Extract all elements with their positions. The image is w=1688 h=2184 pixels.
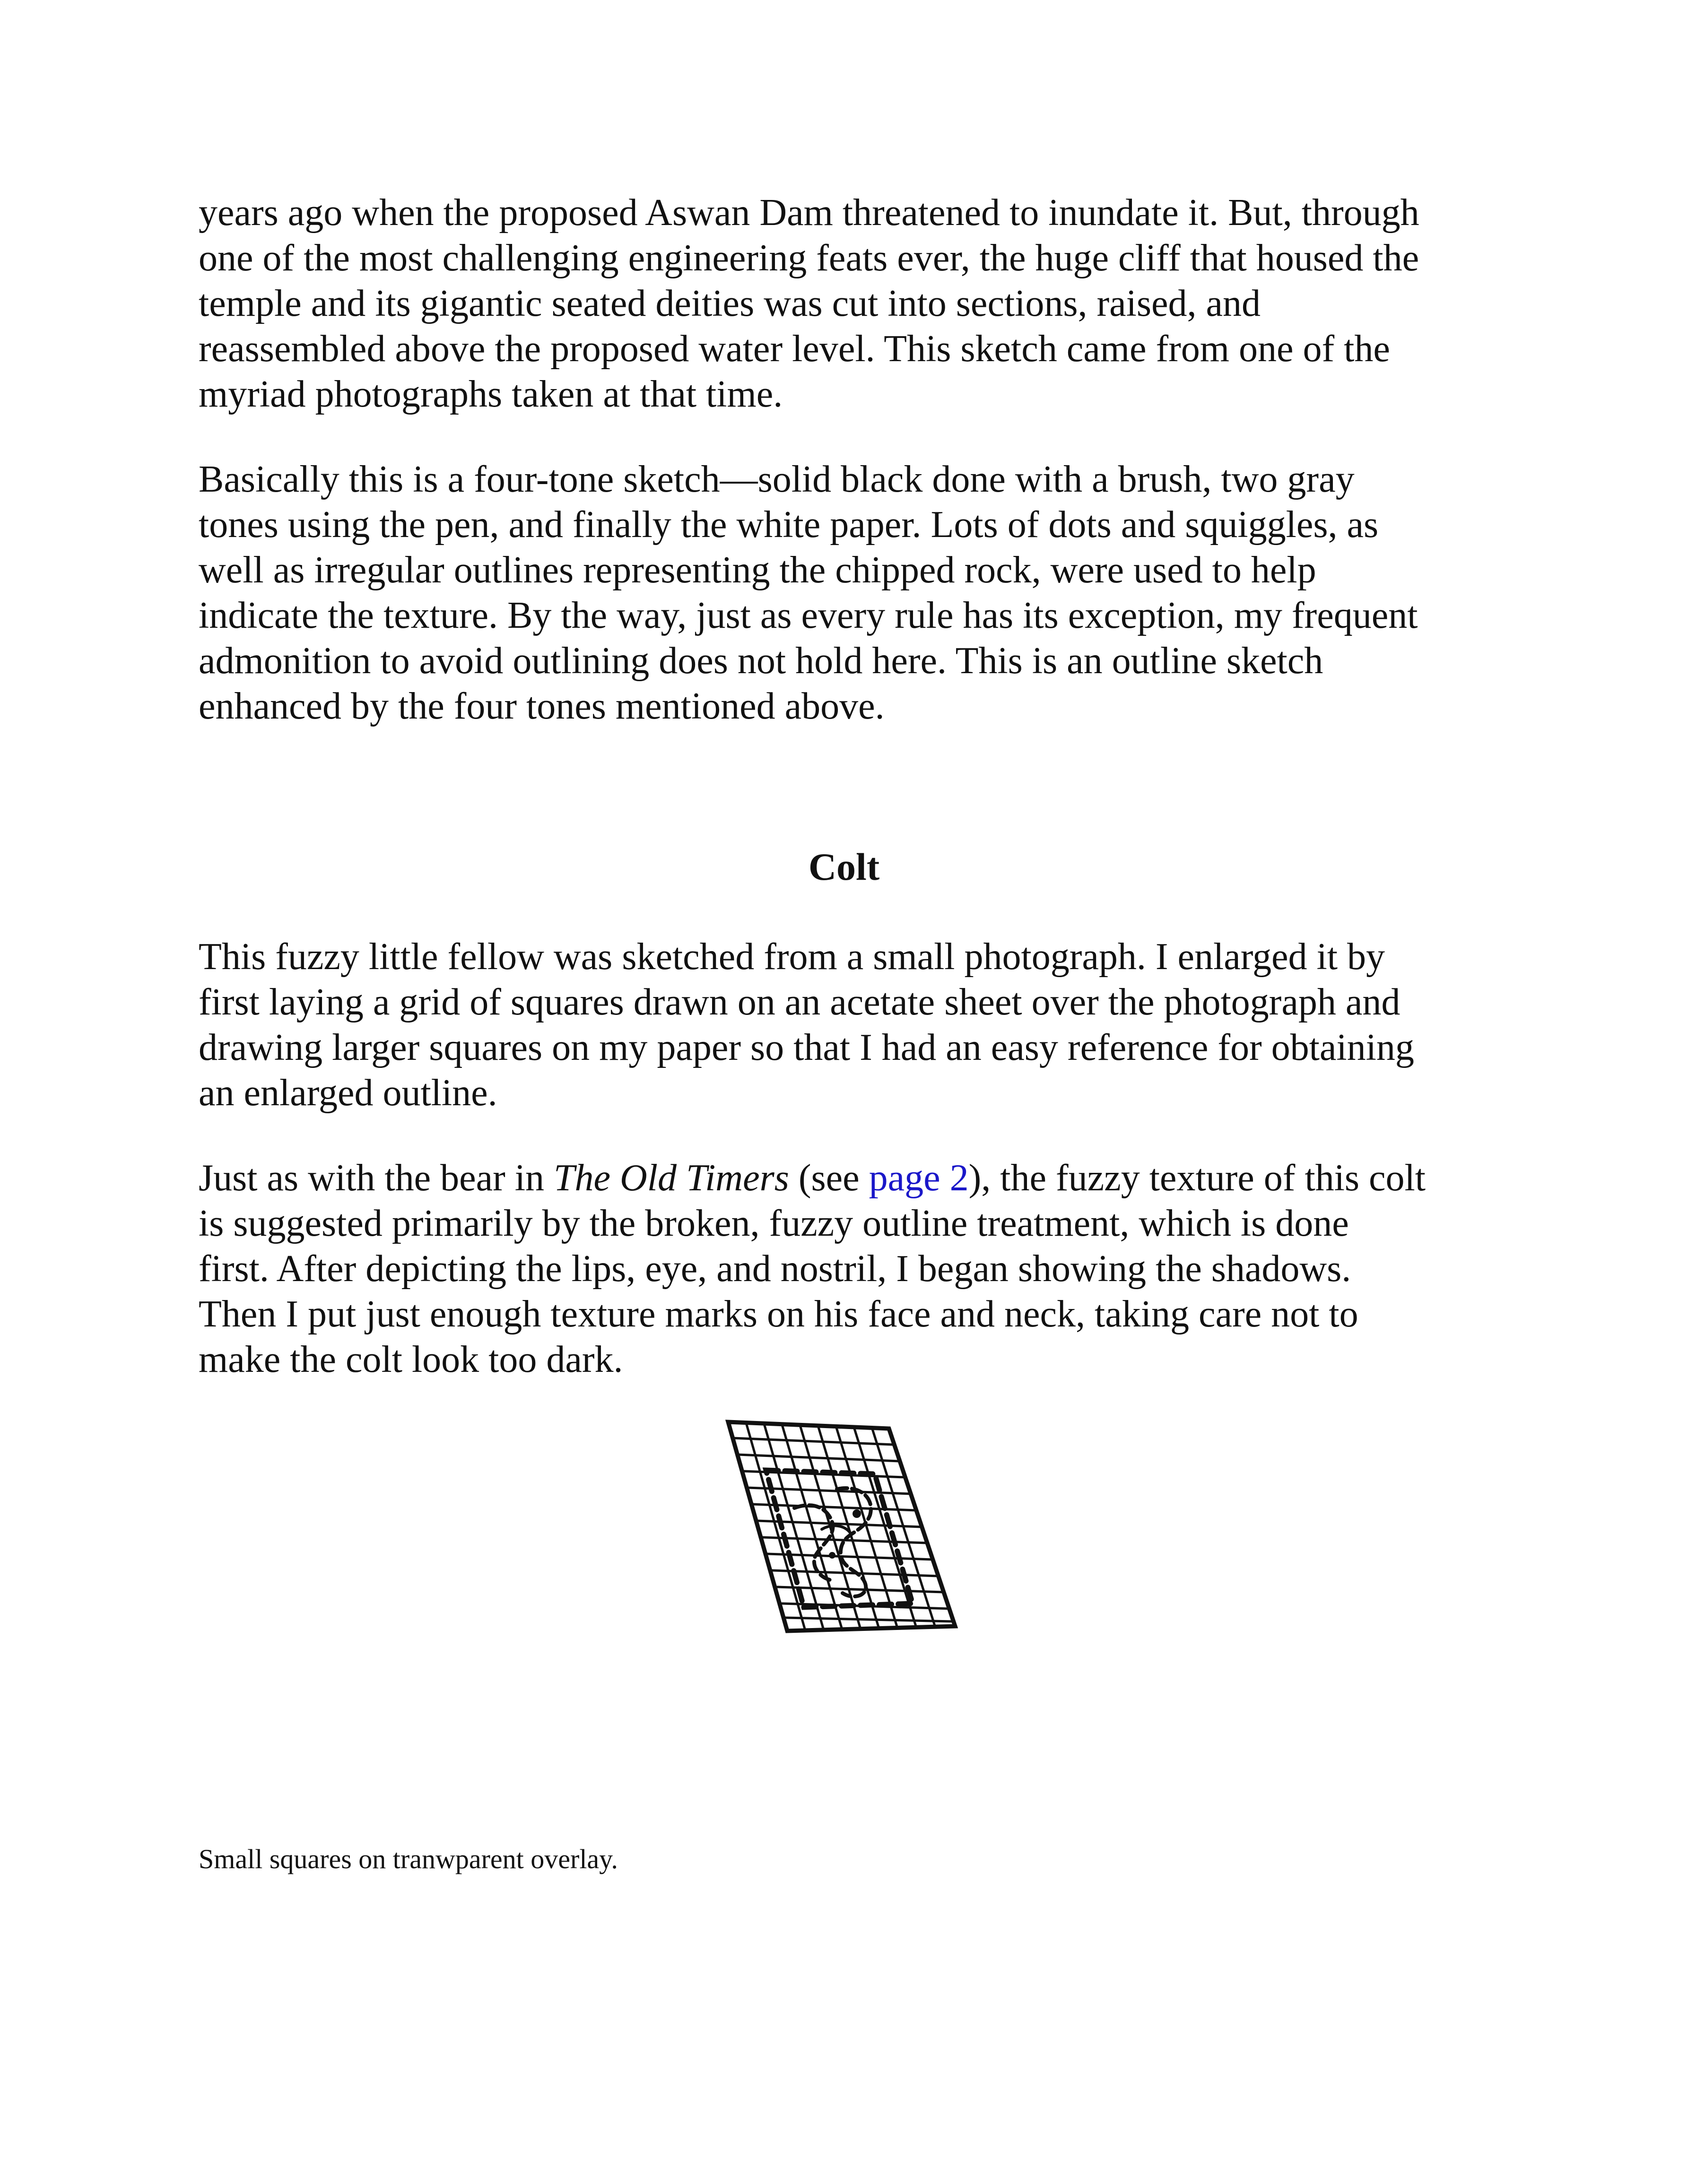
book-title-italic: The Old Timers: [553, 1157, 789, 1199]
page-2-link[interactable]: page 2: [869, 1157, 969, 1199]
text-line: Then I put just enough texture marks on his face and neck, taking care not to: [199, 1293, 1358, 1335]
text-line: make the colt look too dark.: [199, 1339, 623, 1380]
text-fragment: (see: [789, 1157, 869, 1199]
text-line: one of the most challenging engineering feats ever, the huge cliff that housed the: [199, 237, 1419, 279]
text-line: years ago when the proposed Aswan Dam threatened to inundate it. But, through: [199, 192, 1419, 234]
text-line: myriad photographs taken at that time.: [199, 373, 783, 415]
text-line: enhanced by the four tones mentioned above.: [199, 685, 885, 727]
text-line: reassembled above the proposed water level. This sketch came from one of the: [199, 328, 1390, 370]
text-line: indicate the texture. By the way, just as every rule has its exception, my frequent: [199, 595, 1418, 636]
text-line: first. After depicting the lips, eye, and nostril, I began showing the shadows.: [199, 1248, 1351, 1290]
text-fragment: Just as with the bear in: [199, 1157, 554, 1199]
text-line: an enlarged outline.: [199, 1072, 497, 1114]
paragraph-colt-intro: [199, 934, 1504, 1116]
section-heading-colt: Colt: [808, 845, 880, 888]
grid-overlay-sketch-icon: [719, 1413, 965, 1636]
text-line: This fuzzy little fellow was sketched from a small photograph. I enlarged it by: [199, 936, 1385, 978]
text-line: well as irregular outlines representing the chipped rock, were used to help: [199, 549, 1316, 591]
paragraph-aswan-dam: [199, 190, 1504, 417]
text-line: tones using the pen, and finally the white paper. Lots of dots and squiggles, as: [199, 504, 1379, 546]
text-line: [199, 1155, 1504, 1201]
text-line: first laying a grid of squares drawn on an acetate sheet over the photograph and: [199, 981, 1401, 1023]
text-line: drawing larger squares on my paper so that I had an easy reference for obtaining: [199, 1027, 1414, 1068]
text-fragment: ), the fuzzy texture of this colt: [968, 1157, 1426, 1199]
paragraph-four-tone-sketch: [199, 457, 1504, 729]
text-line: temple and its gigantic seated deities was cut into sections, raised, and: [199, 283, 1261, 324]
text-line: is suggested primarily by the broken, fuzzy outline treatment, which is done: [199, 1203, 1349, 1244]
figure-caption: Small squares on tranwparent overlay.: [199, 1844, 618, 1874]
paragraph-colt-texture: [199, 1155, 1504, 1382]
text-line: Basically this is a four-tone sketch—solid black done with a brush, two gray: [199, 459, 1355, 500]
text-line: admonition to avoid outlining does not hold here. This is an outline sketch: [199, 640, 1323, 682]
